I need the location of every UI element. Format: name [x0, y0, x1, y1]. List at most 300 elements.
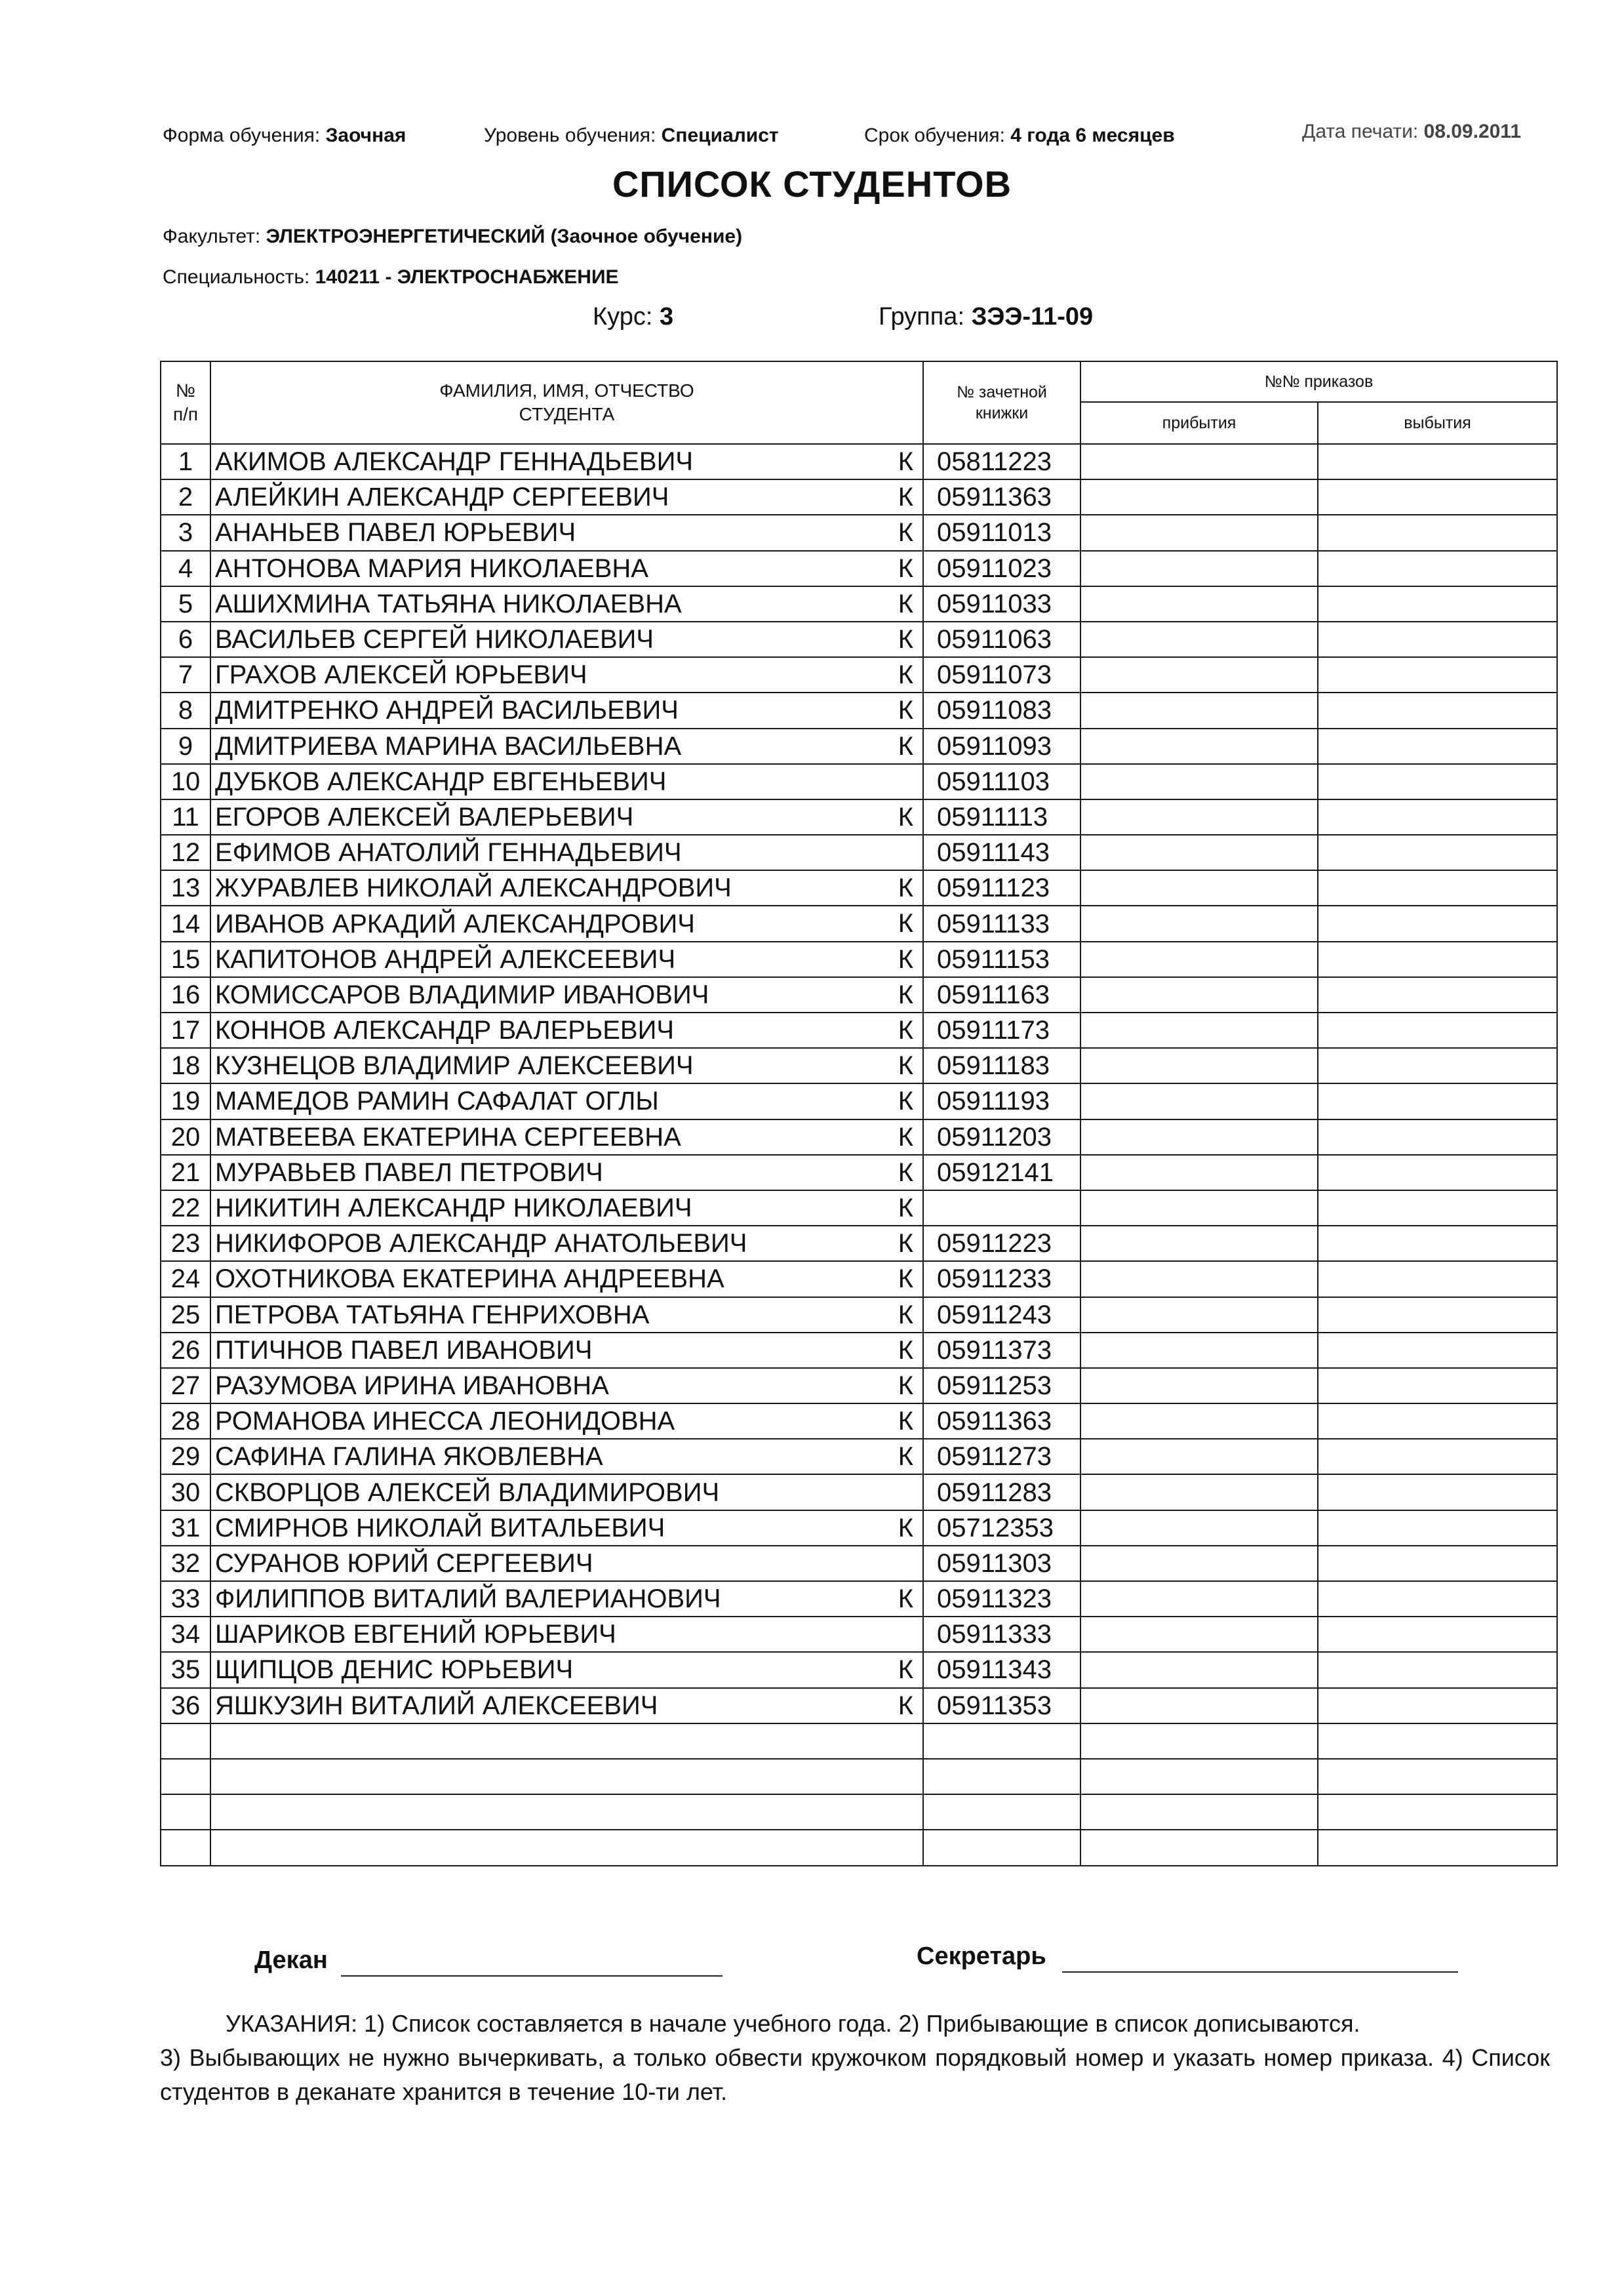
student-name: НИКИТИН АЛЕКСАНДР НИКОЛАЕВИЧ [215, 1194, 692, 1223]
departure-order-cell [1318, 1403, 1557, 1439]
record-book-number [923, 1190, 1080, 1226]
instructions-line-1: УКАЗАНИЯ: 1) Список составляется в начале учебного года. 2) Прибывающие в список дописываются. [226, 2010, 1360, 2037]
row-number: 32 [161, 1546, 210, 1581]
student-name-cell [210, 444, 923, 479]
record-book-number: 05911253 [923, 1368, 1080, 1403]
arrival-order-cell [1080, 1119, 1318, 1155]
table-row [161, 1155, 1557, 1190]
table-row [161, 942, 1557, 977]
departure-order-cell [1318, 1759, 1557, 1794]
record-book-number: 05911333 [923, 1617, 1080, 1652]
student-name: ВАСИЛЬЕВ СЕРГЕЙ НИКОЛАЕВИЧ [215, 625, 654, 654]
record-book-number: 05911303 [923, 1546, 1080, 1581]
departure-order-cell [1318, 586, 1557, 622]
student-name-cell [210, 1617, 923, 1652]
record-book-number: 05911083 [923, 693, 1080, 728]
print-date-label: Дата печати: [1302, 121, 1419, 142]
contract-mark: К [898, 1229, 913, 1258]
secretary-signature-line [1062, 1971, 1458, 1973]
departure-order-cell [1318, 622, 1557, 657]
departure-order-cell [1318, 942, 1557, 977]
student-name: МАТВЕЕВА ЕКАТЕРИНА СЕРГЕЕВНА [215, 1122, 681, 1152]
student-name: КАПИТОНОВ АНДРЕЙ АЛЕКСЕЕВИЧ [215, 944, 676, 974]
student-name: РАЗУМОВА ИРИНА ИВАНОВНА [215, 1371, 609, 1400]
row-number: 33 [161, 1581, 210, 1617]
col-header-name: ФАМИЛИЯ, ИМЯ, ОТЧЕСТВО СТУДЕНТА [210, 361, 923, 444]
row-number: 2 [161, 479, 210, 515]
arrival-order-cell [1080, 1297, 1318, 1333]
student-name-cell [210, 1403, 923, 1439]
contract-mark: К [898, 1264, 913, 1294]
table-row [161, 586, 1557, 622]
arrival-order-cell [1080, 1190, 1318, 1226]
arrival-order-cell [1080, 906, 1318, 941]
secretary-label: Секретарь [917, 1942, 1046, 1970]
student-name-cell [210, 1013, 923, 1048]
departure-order-cell [1318, 799, 1557, 835]
contract-mark: К [898, 1300, 913, 1329]
student-name: ЕГОРОВ АЛЕКСЕЙ ВАЛЕРЬЕВИЧ [215, 802, 634, 832]
student-name-cell [210, 1474, 923, 1510]
student-name: ДУБКОВ АЛЕКСАНДР ЕВГЕНЬЕВИЧ [215, 767, 667, 796]
table-row [161, 1688, 1557, 1723]
student-name: ШАРИКОВ ЕВГЕНИЙ ЮРЬЕВИЧ [215, 1620, 616, 1649]
record-book-number: 05911353 [923, 1688, 1080, 1723]
table-row [161, 1297, 1557, 1333]
student-name: СКВОРЦОВ АЛЕКСЕЙ ВЛАДИМИРОВИЧ [215, 1478, 720, 1507]
specialty-label: Специальность: [163, 266, 310, 288]
study-level [484, 125, 779, 147]
student-name: СМИРНОВ НИКОЛАЙ ВИТАЛЬЕВИЧ [215, 1513, 665, 1542]
student-name: ДМИТРЕНКО АНДРЕЙ ВАСИЛЬЕВИЧ [215, 696, 679, 725]
col-header-record-book: № зачетной книжки [923, 361, 1080, 444]
arrival-order-cell [1080, 1048, 1318, 1083]
departure-order-cell [1318, 515, 1557, 550]
record-book-number: 05911163 [923, 977, 1080, 1013]
col-header-number: № п/п [161, 361, 210, 444]
table-row [161, 1759, 1557, 1794]
table-row [161, 1119, 1557, 1155]
arrival-order-cell [1080, 586, 1318, 622]
group-value: ЗЭЭ-11-09 [971, 303, 1094, 331]
table-row [161, 1652, 1557, 1687]
departure-order-cell [1318, 1581, 1557, 1617]
row-number: 15 [161, 942, 210, 977]
departure-order-cell [1318, 1190, 1557, 1226]
table-row [161, 1013, 1557, 1048]
student-name-cell [210, 870, 923, 906]
arrival-order-cell [1080, 1013, 1318, 1048]
table-row [161, 1510, 1557, 1546]
record-book-number [923, 1759, 1080, 1794]
record-book-number: 05911193 [923, 1083, 1080, 1119]
arrival-order-cell [1080, 1759, 1318, 1794]
record-book-number: 05911113 [923, 799, 1080, 835]
record-book-number: 05911023 [923, 551, 1080, 586]
table-row [161, 906, 1557, 941]
contract-mark: К [898, 518, 913, 548]
departure-order-cell [1318, 1226, 1557, 1261]
table-row [161, 444, 1557, 479]
student-name: ЯШКУЗИН ВИТАЛИЙ АЛЕКСЕЕВИЧ [215, 1691, 658, 1720]
student-name-cell [210, 835, 923, 870]
row-number: 31 [161, 1510, 210, 1546]
arrival-order-cell [1080, 1794, 1318, 1830]
contract-mark: К [898, 731, 913, 761]
course-value: 3 [659, 303, 674, 331]
contract-mark: К [898, 1087, 913, 1116]
arrival-order-cell [1080, 622, 1318, 657]
record-book-number [923, 1830, 1080, 1865]
contract-mark: К [898, 1442, 913, 1472]
contract-mark: К [898, 1655, 913, 1685]
table-row [161, 729, 1557, 764]
contract-mark: К [898, 802, 913, 832]
row-number: 21 [161, 1155, 210, 1190]
contract-mark: К [898, 1122, 913, 1152]
departure-order-cell [1318, 764, 1557, 799]
row-number: 8 [161, 693, 210, 728]
row-number: 10 [161, 764, 210, 799]
record-book-number: 05912141 [923, 1155, 1080, 1190]
contract-mark: К [898, 980, 913, 1009]
student-name-cell [210, 1261, 923, 1297]
departure-order-cell [1318, 1474, 1557, 1510]
student-name-cell [210, 1759, 923, 1794]
record-book-number: 05911283 [923, 1474, 1080, 1510]
arrival-order-cell [1080, 1261, 1318, 1297]
dean-signature-line [341, 1975, 723, 1977]
table-row [161, 622, 1557, 657]
departure-order-cell [1318, 1333, 1557, 1368]
arrival-order-cell [1080, 799, 1318, 835]
record-book-number: 05911173 [923, 1013, 1080, 1048]
row-number: 26 [161, 1333, 210, 1368]
student-name-cell [210, 799, 923, 835]
student-name: ПТИЧНОВ ПАВЕЛ ИВАНОВИЧ [215, 1335, 593, 1365]
row-number: 7 [161, 657, 210, 693]
student-name: АШИХМИНА ТАТЬЯНА НИКОЛАЕВНА [215, 589, 682, 618]
student-name-cell [210, 942, 923, 977]
table-row [161, 479, 1557, 515]
contract-mark: К [898, 944, 913, 974]
table-row [161, 977, 1557, 1013]
arrival-order-cell [1080, 1546, 1318, 1581]
contract-mark: К [898, 874, 913, 903]
student-name-cell [210, 977, 923, 1013]
table-row [161, 764, 1557, 799]
departure-order-cell [1318, 1155, 1557, 1190]
row-number: 5 [161, 586, 210, 622]
row-number: 13 [161, 870, 210, 906]
row-number: 9 [161, 729, 210, 764]
table-row [161, 1617, 1557, 1652]
arrival-order-cell [1080, 977, 1318, 1013]
departure-order-cell [1318, 1048, 1557, 1083]
contract-mark: К [898, 483, 913, 512]
student-name: ПЕТРОВА ТАТЬЯНА ГЕНРИХОВНА [215, 1300, 650, 1329]
record-book-number: 05911323 [923, 1581, 1080, 1617]
record-book-number: 05911123 [923, 870, 1080, 906]
record-book-number: 05911103 [923, 764, 1080, 799]
contract-mark: К [898, 447, 913, 476]
student-name: СУРАНОВ ЮРИЙ СЕРГЕЕВИЧ [215, 1548, 593, 1578]
student-name-cell [210, 906, 923, 941]
record-book-number: 05911203 [923, 1119, 1080, 1155]
print-date [1302, 121, 1521, 143]
row-number: 35 [161, 1652, 210, 1687]
record-book-number: 05911363 [923, 479, 1080, 515]
row-number [161, 1723, 210, 1759]
row-number: 24 [161, 1261, 210, 1297]
student-name-cell [210, 479, 923, 515]
table-row [161, 1794, 1557, 1830]
record-book-number: 05911063 [923, 622, 1080, 657]
student-name-cell [210, 764, 923, 799]
student-name: КОМИССАРОВ ВЛАДИМИР ИВАНОВИЧ [215, 980, 709, 1009]
arrival-order-cell [1080, 1581, 1318, 1617]
table-row [161, 799, 1557, 835]
arrival-order-cell [1080, 1830, 1318, 1865]
study-level-label: Уровень обучения: [484, 125, 656, 146]
row-number: 14 [161, 906, 210, 941]
student-name-cell [210, 1546, 923, 1581]
faculty [163, 226, 742, 248]
row-number: 16 [161, 977, 210, 1013]
record-book-number: 05911073 [923, 657, 1080, 693]
student-name-cell [210, 1226, 923, 1261]
departure-order-cell [1318, 1688, 1557, 1723]
departure-order-cell [1318, 1368, 1557, 1403]
record-book-number: 05911093 [923, 729, 1080, 764]
student-name: АКИМОВ АЛЕКСАНДР ГЕННАДЬЕВИЧ [215, 447, 693, 477]
student-name-cell [210, 657, 923, 693]
departure-order-cell [1318, 1013, 1557, 1048]
arrival-order-cell [1080, 515, 1318, 550]
row-number: 27 [161, 1368, 210, 1403]
col-header-departure: выбытия [1318, 402, 1557, 444]
departure-order-cell [1318, 729, 1557, 764]
student-name-cell [210, 1652, 923, 1687]
student-name-cell [210, 693, 923, 728]
contract-mark: К [898, 1407, 913, 1436]
arrival-order-cell [1080, 764, 1318, 799]
row-number: 34 [161, 1617, 210, 1652]
departure-order-cell [1318, 870, 1557, 906]
student-name-cell [210, 586, 923, 622]
student-name: ИВАНОВ АРКАДИЙ АЛЕКСАНДРОВИЧ [215, 909, 695, 938]
group-label: Группа: [879, 303, 964, 331]
arrival-order-cell [1080, 729, 1318, 764]
arrival-order-cell [1080, 1688, 1318, 1723]
record-book-number: 05911153 [923, 942, 1080, 977]
row-number: 30 [161, 1474, 210, 1510]
col-header-orders: №№ приказов [1080, 361, 1557, 402]
contract-mark: К [898, 553, 913, 583]
contract-mark: К [898, 1335, 913, 1365]
table-row [161, 1226, 1557, 1261]
arrival-order-cell [1080, 1226, 1318, 1261]
student-name-cell [210, 1119, 923, 1155]
instructions [160, 2007, 1550, 2109]
departure-order-cell [1318, 657, 1557, 693]
table-row [161, 1581, 1557, 1617]
contract-mark: К [898, 696, 913, 725]
student-name-cell [210, 515, 923, 550]
specialty [163, 266, 619, 289]
table-row [161, 1048, 1557, 1083]
arrival-order-cell [1080, 657, 1318, 693]
student-name-cell [210, 1510, 923, 1546]
arrival-order-cell [1080, 1083, 1318, 1119]
contract-mark: К [898, 1584, 913, 1613]
table-row [161, 657, 1557, 693]
student-name-cell [210, 622, 923, 657]
departure-order-cell [1318, 1652, 1557, 1687]
table-row [161, 1368, 1557, 1403]
record-book-number: 05712353 [923, 1510, 1080, 1546]
arrival-order-cell [1080, 551, 1318, 586]
row-number: 23 [161, 1226, 210, 1261]
course [593, 303, 673, 331]
student-name-cell [210, 1190, 923, 1226]
col-header-arrival: прибытия [1080, 402, 1318, 444]
departure-order-cell [1318, 1830, 1557, 1865]
arrival-order-cell [1080, 479, 1318, 515]
student-name-cell [210, 729, 923, 764]
student-name: ЖУРАВЛЕВ НИКОЛАЙ АЛЕКСАНДРОВИЧ [215, 874, 732, 903]
departure-order-cell [1318, 693, 1557, 728]
arrival-order-cell [1080, 1474, 1318, 1510]
departure-order-cell [1318, 1439, 1557, 1474]
arrival-order-cell [1080, 1723, 1318, 1759]
table-row [161, 835, 1557, 870]
arrival-order-cell [1080, 835, 1318, 870]
student-name: КУЗНЕЦОВ ВЛАДИМИР АЛЕКСЕЕВИЧ [215, 1051, 694, 1081]
row-number: 36 [161, 1688, 210, 1723]
record-book-number: 05911363 [923, 1403, 1080, 1439]
student-name: САФИНА ГАЛИНА ЯКОВЛЕВНА [215, 1442, 603, 1472]
arrival-order-cell [1080, 1368, 1318, 1403]
student-name: ОХОТНИКОВА ЕКАТЕРИНА АНДРЕЕВНА [215, 1264, 724, 1294]
student-name: РОМАНОВА ИНЕССА ЛЕОНИДОВНА [215, 1407, 675, 1436]
print-date-value: 08.09.2011 [1423, 121, 1522, 142]
arrival-order-cell [1080, 444, 1318, 479]
departure-order-cell [1318, 1723, 1557, 1759]
student-name-cell [210, 1794, 923, 1830]
departure-order-cell [1318, 1510, 1557, 1546]
student-name-cell [210, 551, 923, 586]
departure-order-cell [1318, 906, 1557, 941]
record-book-number: 05911273 [923, 1439, 1080, 1474]
contract-mark: К [898, 1513, 913, 1542]
student-name-cell [210, 1083, 923, 1119]
table-row [161, 1083, 1557, 1119]
departure-order-cell [1318, 977, 1557, 1013]
form-of-study [163, 125, 406, 147]
student-name-cell [210, 1155, 923, 1190]
student-name: АНТОНОВА МАРИЯ НИКОЛАЕВНА [215, 553, 648, 583]
arrival-order-cell [1080, 870, 1318, 906]
table-row [161, 1333, 1557, 1368]
student-name: ДМИТРИЕВА МАРИНА ВАСИЛЬЕВНА [215, 731, 682, 761]
table-row [161, 1723, 1557, 1759]
study-term-label: Срок обучения: [864, 125, 1005, 146]
arrival-order-cell [1080, 1617, 1318, 1652]
student-name: МУРАВЬЕВ ПАВЕЛ ПЕТРОВИЧ [215, 1157, 603, 1187]
student-name-cell [210, 1333, 923, 1368]
departure-order-cell [1318, 835, 1557, 870]
row-number: 25 [161, 1297, 210, 1333]
student-name-cell [210, 1723, 923, 1759]
row-number: 11 [161, 799, 210, 835]
contract-mark: К [898, 624, 913, 654]
faculty-value: ЭЛЕКТРОЭНЕРГЕТИЧЕСКИЙ (Заочное обучение) [266, 226, 743, 247]
contract-mark: К [898, 1371, 913, 1400]
table-row [161, 870, 1557, 906]
departure-order-cell [1318, 1297, 1557, 1333]
row-number [161, 1830, 210, 1865]
arrival-order-cell [1080, 1510, 1318, 1546]
departure-order-cell [1318, 479, 1557, 515]
departure-order-cell [1318, 551, 1557, 586]
row-number: 29 [161, 1439, 210, 1474]
table-row [161, 1439, 1557, 1474]
record-book-number [923, 1794, 1080, 1830]
row-number: 3 [161, 515, 210, 550]
student-name: ФИЛИППОВ ВИТАЛИЙ ВАЛЕРИАНОВИЧ [215, 1584, 721, 1614]
record-book-number: 05911243 [923, 1297, 1080, 1333]
student-name: НИКИФОРОВ АЛЕКСАНДР АНАТОЛЬЕВИЧ [215, 1229, 747, 1258]
arrival-order-cell [1080, 1439, 1318, 1474]
contract-mark: К [898, 1016, 913, 1045]
row-number: 6 [161, 622, 210, 657]
row-number: 20 [161, 1119, 210, 1155]
row-number: 12 [161, 835, 210, 870]
table-row [161, 1830, 1557, 1865]
table-row [161, 1474, 1557, 1510]
table-row [161, 693, 1557, 728]
contract-mark: К [898, 909, 913, 938]
contract-mark: К [898, 1051, 913, 1081]
faculty-label: Факультет: [163, 226, 261, 247]
table-row [161, 515, 1557, 550]
group [879, 303, 1093, 331]
contract-mark: К [898, 660, 913, 690]
contract-mark: К [898, 589, 913, 618]
form-of-study-value: Заочная [325, 125, 406, 146]
student-name: КОННОВ АЛЕКСАНДР ВАЛЕРЬЕВИЧ [215, 1016, 674, 1045]
document-title: СПИСОК СТУДЕНТОВ [612, 163, 1012, 205]
student-name: АНАНЬЕВ ПАВЕЛ ЮРЬЕВИЧ [215, 518, 576, 548]
record-book-number: 05911233 [923, 1261, 1080, 1297]
arrival-order-cell [1080, 1333, 1318, 1368]
record-book-number: 05911373 [923, 1333, 1080, 1368]
arrival-order-cell [1080, 1155, 1318, 1190]
study-term-value: 4 года 6 месяцев [1010, 125, 1175, 146]
record-book-number: 05911183 [923, 1048, 1080, 1083]
student-name-cell [210, 1048, 923, 1083]
study-term [864, 125, 1175, 147]
student-name: АЛЕЙКИН АЛЕКСАНДР СЕРГЕЕВИЧ [215, 483, 669, 512]
instructions-line-2: 3) Выбывающих не нужно вычеркивать, а только обвести кружочком порядковый номер и указать номер приказа. 4) Список студентов в деканате хранится в течение 10-ти лет. [160, 2044, 1550, 2105]
record-book-number: 05911033 [923, 586, 1080, 622]
departure-order-cell [1318, 1119, 1557, 1155]
course-label: Курс: [593, 303, 653, 331]
departure-order-cell [1318, 444, 1557, 479]
table-row [161, 1403, 1557, 1439]
students-table [160, 361, 1558, 1866]
